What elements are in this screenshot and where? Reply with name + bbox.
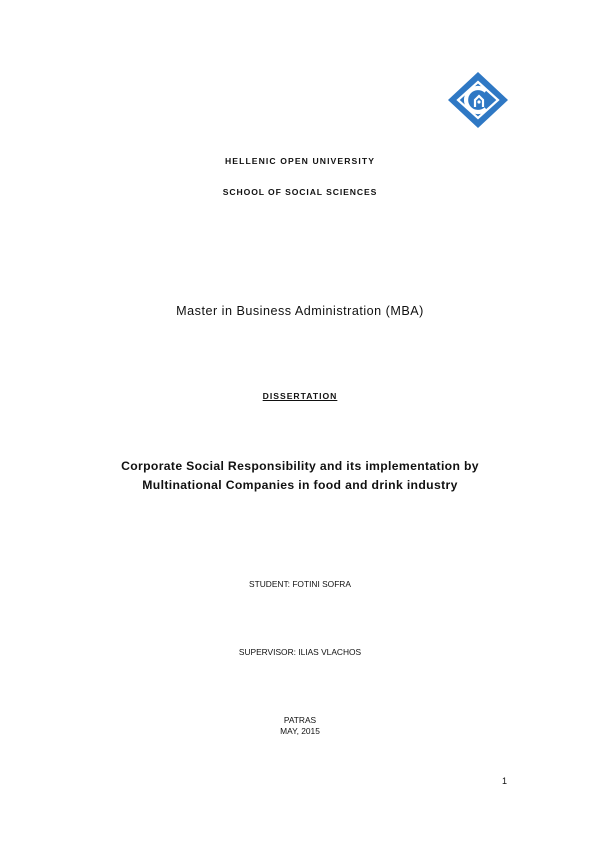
university-name: HELLENIC OPEN UNIVERSITY: [224, 156, 376, 166]
supervisor-name: SUPERVISOR: ILIAS VLACHOS: [238, 647, 362, 657]
dissertation-title: [0, 457, 600, 495]
document-type-heading: DISSERTATION: [262, 391, 338, 401]
school-name: SCHOOL OF SOCIAL SCIENCES: [222, 187, 378, 197]
title-line-1: Corporate Social Responsibility and its implementation by: [121, 459, 479, 473]
page-number: 1: [502, 776, 508, 786]
title-line-2: Multinational Companies in food and drink industry: [142, 478, 458, 492]
student-name: STUDENT: FOTINI SOFRA: [249, 579, 351, 589]
date: MAY, 2015: [280, 726, 320, 736]
university-logo-icon: [446, 70, 510, 130]
program-name: Master in Business Administration (MBA): [176, 304, 424, 318]
place: PATRAS: [283, 715, 317, 725]
